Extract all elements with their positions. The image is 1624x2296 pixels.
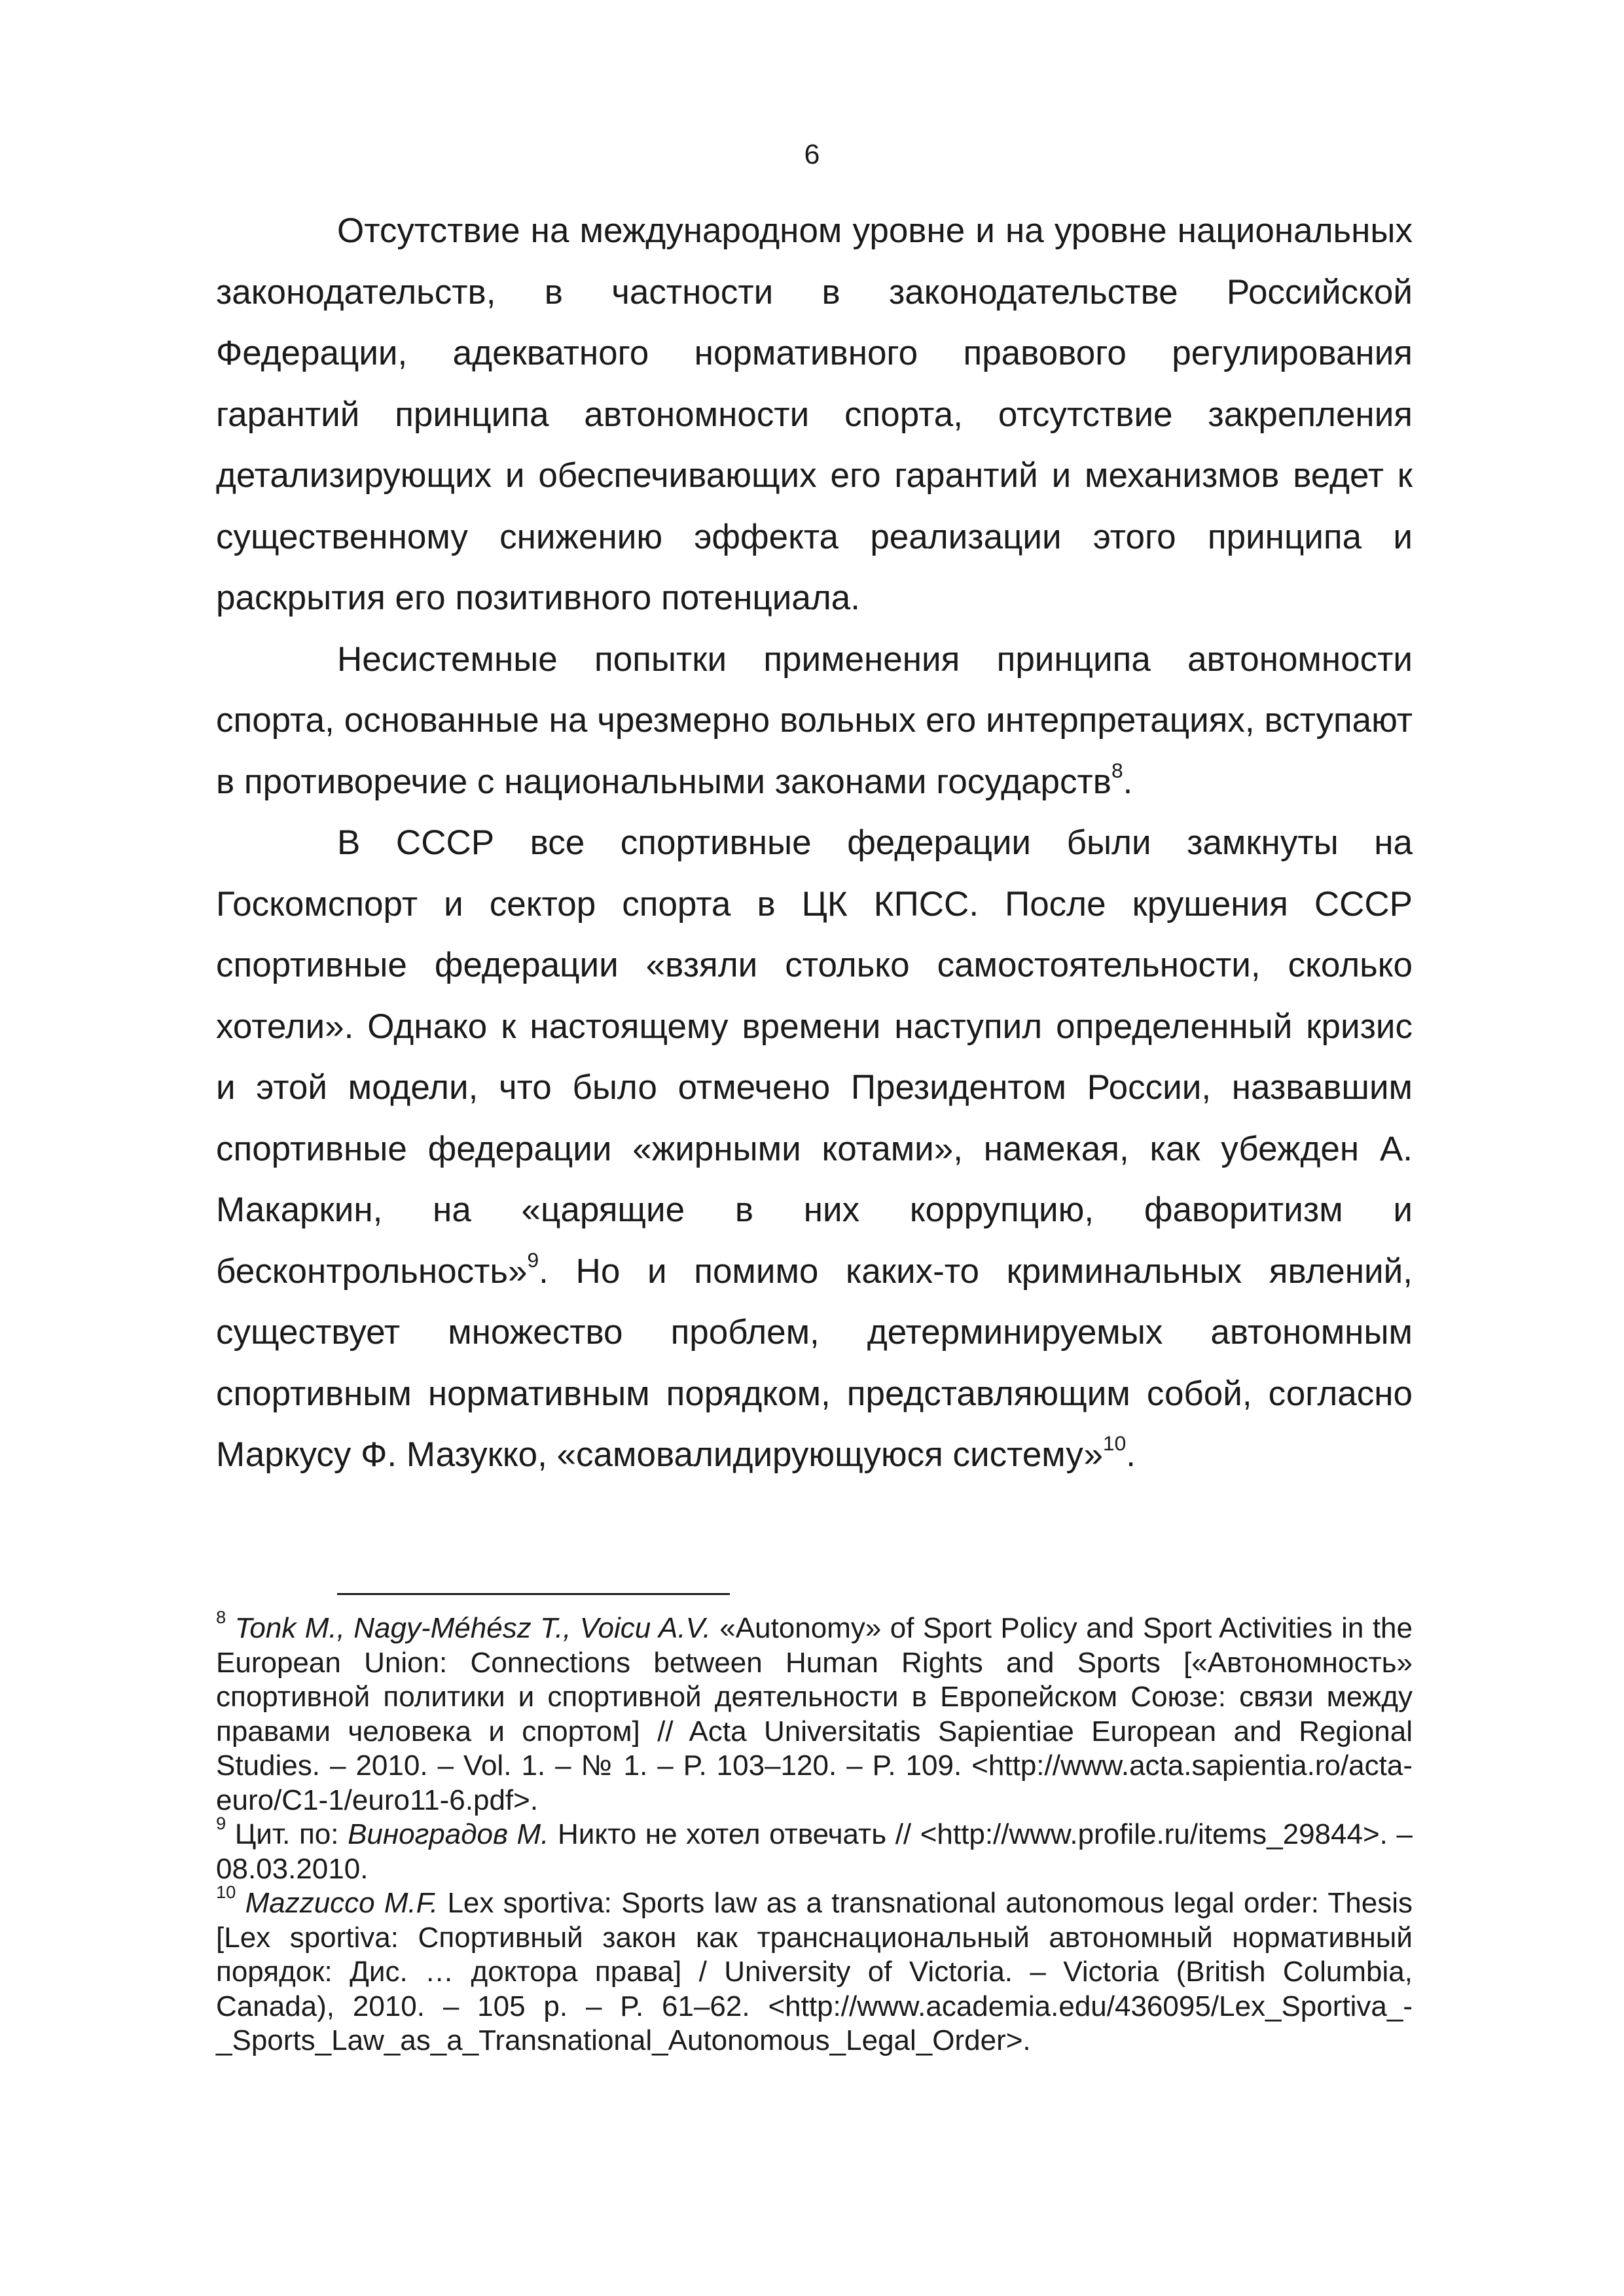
footnote-author: Mazzucco M.F. [245, 1887, 439, 1919]
footnote-prefix: Цит. по: [234, 1818, 339, 1850]
footnote-ref-9[interactable]: 9 [527, 1247, 539, 1272]
footnote-author: Tonk M., Nagy-Méhész T., Voicu A.V. [234, 1612, 711, 1644]
footnote-number: 10 [216, 1882, 236, 1903]
paragraph-3-text-a: В СССР все спортивные федерации были замкнуты на Госкомспорт и сектор спорта в ЦК КПСС. После крушения СССР спортивные федерации «взяли столько самостоятельности, сколько хотели». Однако к настоящему времени наступил определенный кризис и этой модели, что было отмечено Президентом России, назвавшим спортивные федерации «жирными котами», намекая, как убежден А. Макаркин, на «царящие в них коррупцию, фаворитизм и бесконтрольность» [216, 823, 1413, 1291]
footnote-10 [216, 1882, 1413, 2058]
footnote-ref-8[interactable]: 8 [1111, 758, 1123, 782]
footnote-ref-10[interactable]: 10 [1102, 1431, 1127, 1456]
paragraph-3-text-b: . Но и помимо каких-то криминальных явлений, существует множество проблем, детерминируемых автономным спортивным нормативным порядком, представляющим собой, согласно Маркусу Ф. Мазукко, «самовалидирующуюся систему» [216, 1251, 1413, 1474]
footnote-separator [337, 1593, 730, 1595]
main-text [216, 200, 1413, 1486]
footnote-number: 9 [216, 1813, 226, 1834]
paragraph-3-end: . [1126, 1435, 1136, 1474]
paragraph-2-end: . [1123, 762, 1133, 801]
footnote-date: 08.03.2010. [216, 1852, 369, 1885]
footnote-text: «Autonomy» of Sport Policy and Sport Activities in the European Union: Connections between Human Rights and Sports [«Автономность» спортивной политики и спортивной деятельности в Европейском Союзе: связи между правами человека и спортом] // Acta Universitatis Sapientiae European and Regional Studies. – 2010. – Vol. 1. – № 1. – P. 103–120. – P. 109. <http://www.acta.sapientia.ro/acta-euro/C1-1/euro11-6.pdf>. [216, 1612, 1413, 1816]
footnote-text: Lex sportiva: Sports law as a transnational autonomous legal order: Thesis [Lex sportiva: Спортивный закон как транснациональный автономный нормативный порядок: Дис. … доктора права] / University of Victoria. – Victoria (British Columbia, Canada), 2010. – 105 р. – P. 61–62. [216, 1887, 1413, 2022]
footnote-text: Никто не хотел отвечать // <http://www.profile.ru/items_29844>. [558, 1818, 1388, 1850]
footnote-8 [216, 1607, 1413, 1818]
paragraph-2-text: Несистемные попытки применения принципа автономности спорта, основанные на чрезмерно вольных его интерпретациях, вступают в противоречие с национальными законами государств [216, 639, 1413, 801]
footnotes [216, 1607, 1413, 2058]
footnote-url-part-2[interactable]: _Sports_Law_as_a_Transnational_Autonomous_Legal_Order>. [216, 2024, 1031, 2056]
paragraph-2 [216, 629, 1413, 813]
footnote-9 [216, 1813, 1413, 1886]
paragraph-1: Отсутствие на международном уровне и на уровне национальных законодательств, в частности в законодательстве Российской Федерации, адекватного нормативного правового регулирования гарантий принципа автономности спорта, отсутствие закрепления детализирующих и обеспечивающих его гарантий и механизмов ведет к существенному снижению эффекта реализации этого принципа и раскрытия его позитивного потенциала. [216, 211, 1413, 617]
footnote-dash: – [1396, 1818, 1413, 1850]
page-number: 6 [804, 139, 820, 170]
footnote-url-part-1[interactable]: <http://www.academia.edu/436095/Lex_Sportiva_- [768, 1990, 1413, 2022]
footnote-author: Виноградов М. [348, 1818, 549, 1850]
paragraph-3 [216, 812, 1413, 1486]
footnote-number: 8 [216, 1607, 226, 1628]
